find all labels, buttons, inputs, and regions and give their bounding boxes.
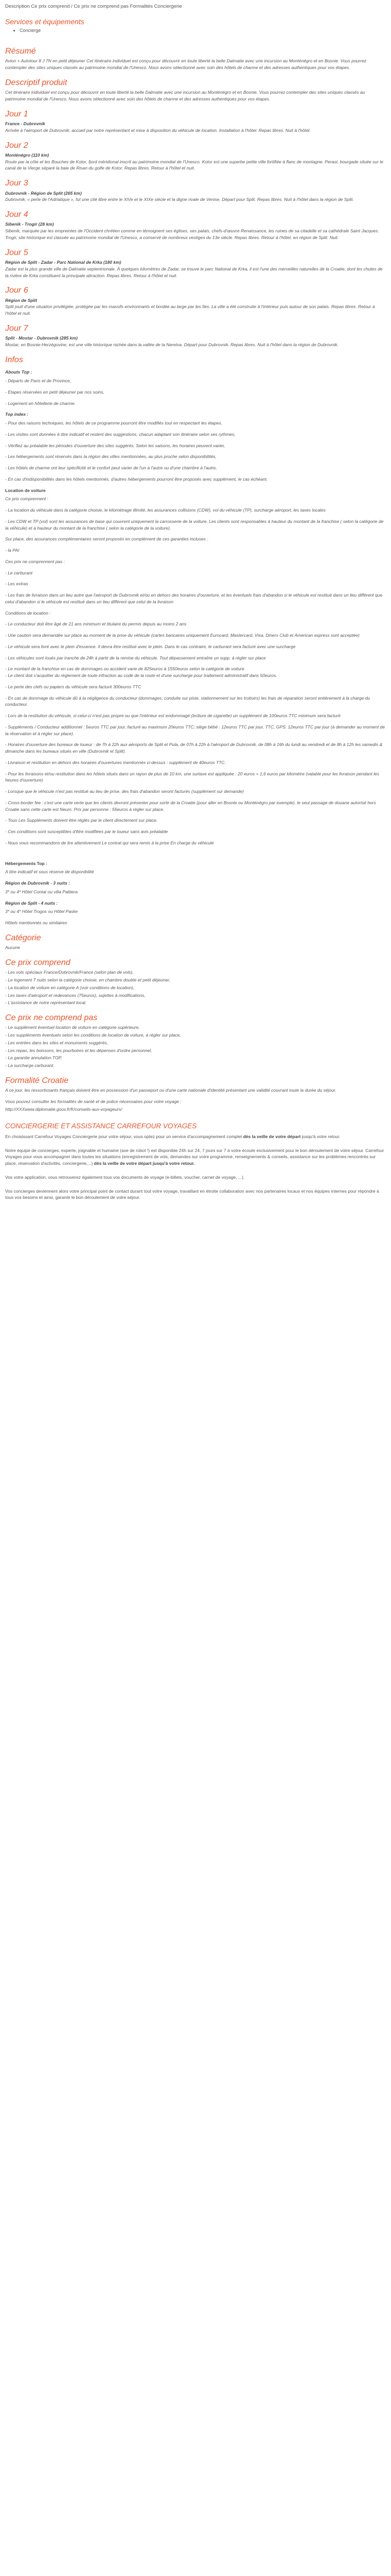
prix-row: - Le carburant [5, 570, 32, 575]
prix-row: - Les extras [5, 581, 28, 587]
location-label: Location de voiture [5, 487, 46, 493]
conciergerie-p4: Vos concierges deviennent alors votre principal point de contact durant tout votre voyage, travaillant en étroite collaboration avec nos partenaires locaux et nos équipes internes pour répondre à tous vos besoins et ainsi, garantir le bon déroulement de votre séjour. [5, 1188, 379, 1200]
conciergerie-p1 [5, 1133, 386, 1140]
conditions-row: - Le perte des clefs ou papiers du véhicule sera facturé 300euros TTC [5, 684, 141, 689]
conditions-row: - Pour les livraisons et/ou restitution dans les hôtels situés dans un rayon de plus de 10 km, une surtaxe est appliquée : 20 euros + 1,6 euros par kilomètre (valable pour les livraison pendant les heures d'ouverture) [5, 771, 380, 783]
prix-row: - Les CDW et TP (vol) sont les assurances de base qui couvrent uniquement la carrosserie de la voiture. Les clients sont responsables à hauteur du montant de la franchise ( selon la catégorie de la véhicule) et à hauteur du montant de la franchise ( selon la catégorie de la voiture). [5, 518, 384, 531]
day-title: Jour 4 [5, 210, 28, 219]
hebergement-region: Région de Dubrovnik - 3 nuits : [5, 880, 70, 886]
day-title: Jour 3 [5, 179, 28, 188]
day-5 [5, 248, 386, 279]
services-title: Services et équipements [5, 18, 85, 26]
prix-row: Ces prix ne comprennent pas : [5, 558, 65, 564]
conciergerie-p2 [5, 1147, 386, 1167]
hebergement-hotel: 3* ou 4* Hôtel Contat ou villa Pattiera [5, 889, 78, 894]
prix-row: Sur place, des assurances complémentaires seront proposés en complément de ces garanties incluses : [5, 536, 208, 542]
day-subtitle: Sibenik - Trogir (28 km) [5, 222, 54, 227]
prix-ne-comprend-row: - Les suppléments éventuels selon les conditions de location de voiture, à régler sur place, [5, 1032, 181, 1038]
topindex-row: - Les visites sont données à titre indicatif et restent des suggestions, chacun adaptant son itinéraire selon ses rythmes, [5, 431, 236, 437]
conditions-row: - Horaires d'ouverture des bureaux de loueur : de 7h à 22h aux aéroports de Split et Pula, de 07h à 22h à l'aéroport de Dubrovnik, de 08h à 16h du lundi au vendredi et de 8h à 12h les samedis & dimanche dans les bureaux situés en ville (Dubrovnik et Split). [5, 742, 383, 754]
day-title: Jour 1 [5, 109, 28, 118]
prix-ne-comprend-row: - La surcharge carburant. [5, 1063, 55, 1069]
day-text: Sibenik, marquée par les empreintes de l'Occident chrétien comme en témoignent ses églises, ses palais, chefs-d'œuvre Renaissance, les ruines de sa citadelle et sa cathédrale Saint Jacques. Trogir, site historique est classée au patrimoine mondial de l'Unesco, a conservé de nombreux vestiges du 13e siècle. Repas libres. Retour à l'hôtel, en région de Split. Nuit. [5, 228, 379, 240]
topindex-row: - Vérifiez au préalable les périodes d'ouverture des sites suggérés. Selon les saisons, les horaires peuvent varier, [5, 443, 225, 448]
conciergerie-p2-text: Notre équipe de concierges, experte, joignable et humaine (axe de robot !) est disponible 24h sur 24, 7 jours sur 7 à votre écoute exclusivement pour le bon déroulement de votre séjour. Carrefour Voyages pour vous accompagner dans toutes les situations (enregistrement de vols, demandes sur votre programme, renseignements & conseils, assistance sur les problèmes rencontrés sur place, réservation d'activités, conciergerie,...) [5, 1147, 384, 1166]
day-text: Route par la côte et les Bouches de Kotor, fjord méridional inscrit au patrimoine mondial de l'Unesco. Kotor est une superbe petite ville fortifiée à flanc de montagne. Perast, bourgade située sur le canal de la Vierge séparé la baie de Risan du golfe de Kotor. Repas libres. Retour à l'hôtel et nuit. [5, 159, 384, 171]
conditions-row: - Le conducteur doit être âgé de 21 ans minimum et titulaire du permis depuis au moins 2 ans [5, 621, 187, 627]
formalite-row: A ce jour, les ressortissants français doivent être en possession d'un passeport ou d'une carte nationale d'identité présentant une validité couvrant toute la durée du séjour. [5, 1088, 337, 1093]
day-subtitle: Région de Split - Zadar - Parc National de Krka (180 km) [5, 260, 121, 265]
prix-ne-comprend-row: - Les repas, les boissons, les pourboires et les dépenses d'ordre personnel, [5, 1047, 152, 1053]
day-text: Mostar, en Bosnie-Herzégovine, est une ville historique nichée dans la vallée de la Neretva. Départ pour Dubrovnik. Repas libres. Nuit à l'hôtel dans la région de Dubrovnik. [5, 342, 339, 348]
conditions-label: Conditions de location : [5, 610, 51, 616]
topindex-row: - Pour des raisons techniques, les hôtels de ce programme pourront être modifiés tout en respectant les étapes. [5, 420, 222, 426]
day-7 [5, 324, 386, 348]
prix-row: - La location du véhicule dans la catégorie choisie, le kilométrage illimité, les assurances collisions (CDW), vol du véhicule (TP), surcharge aéroport, les taxes locales [5, 507, 326, 513]
conciergerie-p2-bold: dès la veille de votre départ jusqu'à votre retour. [94, 1161, 195, 1166]
categorie-value: Aucune [5, 945, 20, 951]
conciergerie-p1-text: En choisissant Carrefour Voyages Conciergerie pour votre séjour, vous optez pour un service d'accompagnement complet [5, 1133, 243, 1139]
formalite-link[interactable]: http://XXXwww.diplomatie.gouv.fr/fr/conseils-aux-voyageurs/ [5, 1106, 122, 1112]
categorie-title: Catégorie [5, 933, 41, 942]
hebergement-region: Région de Split - 4 nuits : [5, 900, 58, 906]
prix-ne-comprend-row: - La garantie annulation TOP, [5, 1055, 62, 1061]
day-subtitle: Monténégro (110 km) [5, 152, 49, 158]
day-text: Zadar est la plus grande ville de Dalmatie septentrionale. À quelques kilomètres de Zadar, se trouve le parc National de Krka, il est l'une des merveilles naturelles de la Croatie, dont les chutes de la rivière de Krka constituent la principale attraction. Repas libres. Retour à l'hôtel et nuit. [5, 266, 383, 278]
day-2 [5, 141, 386, 172]
conciergerie-p3: Vos votre application, vous retrouverez également tous vos documents de voyage (e-billets, voucher, carnet de voyage, ...). [5, 1174, 245, 1180]
hebergements-label: Hébergements Top : [5, 860, 47, 866]
about-row: - Logement en hôtellerie de charme. [5, 400, 76, 406]
conditions-row: - Le montant de la franchise en cas de dommages ou accident varie de 825euros à 1550euros selon la catégorie de voiture - Le client doit s'acquitter du règlement de toute infraction au code de la route et d'une surcharge pour traitement administratif dans 50euros. [5, 666, 278, 678]
day-subtitle: Dubrovnik - Région de Split (265 km) [5, 190, 82, 196]
prix-ne-comprend-row: - Le supplément éventuel location de voiture en catégorie supérieure, [5, 1025, 140, 1030]
breadcrumb[interactable]: Description Ce prix comprend / Ce prix ne comprend pas Formalités Conciergerie [5, 4, 182, 9]
prix-comprend-title: Ce prix comprend [5, 958, 71, 967]
conciergerie-p1-end: jusqu'à votre retour. [300, 1133, 340, 1139]
conditions-row: - Cross-border fee : c'est une carte verte que les clients devront présenter pour sortir de la Croatie (pour aller en Bosnie ou Monténégro par exemple), le seul passage de douane autorisé hors Croatie sans cette carte est Neum. Prix par personne : 55euros à régler sur place. [5, 800, 376, 812]
infos-title: Infos [5, 355, 23, 364]
day-title: Jour 2 [5, 141, 28, 150]
prix-comprend-row: - Les taxes d'aéroport et redevances (75euros), sujettes à modifications, [5, 992, 145, 998]
about-row: - Départs de Paris et de Province, [5, 378, 71, 383]
day-subtitle: Split - Mostar - Dubrovnik (285 km) [5, 335, 78, 341]
day-title: Jour 6 [5, 286, 28, 295]
prix-comprend-row: - La location de voiture en catégorie A (voir conditions de location), [5, 985, 135, 990]
day-6 [5, 286, 386, 317]
prix-row: - Les frais de livraison dans un lieu autre que l'aéroport de Dubrovnik et/ou en dehors des horaires d'ouverture, et les éventuels frais d'abandon si le véhicule est restitué dans un lieu différent que celui d'abandon si le véhicule est restitué dans un lieu différent que celui de la livraison [5, 592, 383, 604]
about-row: - Etapes réservées en petit déjeuner par nos soins, [5, 389, 105, 395]
day-text: Dubrovnik, « perle de l'Adriatique », fut une cité libre entre le XIVe et le XIXe siècle et la digne rivale de Venise. Départ pour Split. Repas libres. Nuit à l'hôtel dans la région de Split. [5, 197, 354, 202]
day-subtitle: Région de Split [5, 297, 37, 303]
conditions-row: - Lorsque que le véhicule n'est pas restitué au lieu de prise, des frais d'abandon seront facturés (supplément sur demande) [5, 789, 244, 794]
conciergerie-title: CONCIERGERIE ET ASSISTANCE CARREFOUR VOYAGES [5, 1122, 197, 1130]
hebergements-intro: A titre indicatif et sous réserve de disponibilité [5, 869, 94, 875]
services-list [5, 27, 386, 35]
topindex-row: - Les hôtels de charme ont leur spécificité et le confort peut varier de l'un à l'autre ou d'une chambre à l'autre, [5, 465, 217, 470]
day-text: Split jouit d'une situation privilégiée, protégée par les massifs environnants et bordée au large par les îles. La ville a été construite à l'intérieur puis autour de son palais. Repas libres. Retour à l'hôtel et nuit. [5, 304, 375, 316]
hebergement-hotel: 3* ou 4* Hôtel Trogos ou Hôtel Paske [5, 909, 78, 914]
topindex-row: - Les hébergements sont réservés dans la région des villes mentionnées, au plus proche selon disponibilités, [5, 454, 217, 460]
page [0, 0, 391, 1213]
hebergements-note: Hôtels mentionnés ou similaires [5, 920, 67, 925]
formalite-title: Formalité Croatie [5, 1076, 69, 1085]
prix-row: - la PAI [5, 548, 20, 553]
prix-comprend-row: - L'assistance de notre représentant local. [5, 1000, 87, 1006]
conditions-row: - Livraison et restitution en dehors des horaires d'ouvertures mentionnés ci-dessus : supplément de 40euros TTC. [5, 759, 226, 765]
prix-ne-comprend-title: Ce prix ne comprend pas [5, 1013, 97, 1023]
resume-title: Résumé [5, 46, 36, 56]
formalite-row: Vous pouvez consulter les formalités de santé et de police nécessaires pour votre voyage : [5, 1099, 182, 1105]
day-text: Arrivée à l'aéroport de Dubrovnik, accueil par notre représentant et mise à disposition du véhicule de location. Installation à l'hôtel. Repas libres. Nuit à l'hôtel. [5, 127, 311, 133]
topindex-label: Top index : [5, 412, 29, 417]
day-4 [5, 210, 386, 241]
services-item: • Concierge [20, 27, 386, 35]
conditions-row: - Une caution sera demandée sur place au moment de la prise du véhicule (cartes bancaires uniquement Eurocard, Mastercard, Visa, Diners Club et American express sont acceptée) [5, 633, 360, 638]
day-title: Jour 5 [5, 248, 28, 257]
conditions-row: - Lors de la restitution du véhicule, si celui-ci n'est pas propre ou que l'intérieur est endommagé (brûlure de cigarette) un supplément de 100euros TTC minimum sera facturé [5, 713, 341, 718]
about-label: Abouts Top : [5, 369, 32, 375]
conditions-row: - Ces conditions sont susceptibles d'être modifiées par le loueur sans avis préalable [5, 829, 168, 834]
day-3 [5, 179, 386, 203]
descriptif-title: Descriptif produit [5, 78, 68, 87]
conditions-row: - En cas de dommage du véhicule dû à la négligence du conducteur (dommages, conduite sur piste, stationnement sur les trottoirs) les frais de réparation seront entièrement à la charge du conducteur. [5, 695, 370, 707]
day-1 [5, 110, 386, 134]
prix-ne-comprend-row: - Les entrées dans les sites et monuments suggérés, [5, 1040, 108, 1045]
conditions-row: - Les véhicules sont loués par tranche de 24h à partir de la remise du véhicule. Tout dépassement entraîne un supp. à régler sur place [5, 655, 266, 660]
day-subtitle: France - Dubrovnik [5, 121, 45, 127]
conciergerie-p1-bold: dès la veille de votre départ [243, 1133, 301, 1139]
conditions-row: - Nous vous recommandons de lire attentivement Le contrat qui sera remis à la prise En charge du véhicule [5, 840, 214, 845]
day-title: Jour 7 [5, 324, 28, 333]
conditions-row: - Le véhicule sera livré avec le plein d'essence. Il devra être restitué avec le plein. Dans le cas contraire, le carburant sera facturé avec une surcharge [5, 643, 296, 649]
conditions-row: - Tous Les Suppléments doivent être réglés par le client directement sur place. [5, 818, 158, 823]
prix-label: Ce prix comprennent : [5, 496, 48, 502]
topindex-row: - En cas d'indisponibilités dans les hôtels mentionnés, d'autres hébergements pourront être proposés avec supplément, le cas échéant. [5, 476, 268, 482]
resume-text: Avion + Autotour 8 J 7N en petit déjeuner Cet itinéraire individuel est conçu pour découvrir en toute liberté la belle Dalmatie avec une incursion au Monténégro et en Bosnie. Vous pourrez contempler des sites uniques classés au patrimoine mondial de l'Unesco. Nous avons sélectionné avec soin des hôtels de charme et des adresses authentiques pour vos étapes. [5, 58, 367, 70]
descriptif-text: Cet itinéraire individuel est conçu pour découvrir en toute liberté la belle Dalmatie avec une incursion au Monténégro et en Bosnie. Vous pourrez contempler des sites uniques classés au patrimoine mondial de l'Unesco. Nous avons sélectionné avec soin des hôtels de charme et des adresses authentiques pour vos étapes. [5, 90, 365, 101]
prix-comprend-row: - Le logement 7 nuits selon la catégorie choisie, en chambre double et petit déjeuner, [5, 977, 170, 983]
prix-comprend-row: - Les vols spéciaux France/Dubrovnik/France (selon plan de vols), [5, 970, 134, 975]
conditions-row: - Suppléments / Conducteur additionnel : 5euros TTC par jour, facturé au maximum 20euros TTC; siège bébé : 12euros TTC par jour, TTC, GPS: 12euros TTC par jour (à demander au moment de la réservation et à régler sur place). [5, 724, 385, 736]
